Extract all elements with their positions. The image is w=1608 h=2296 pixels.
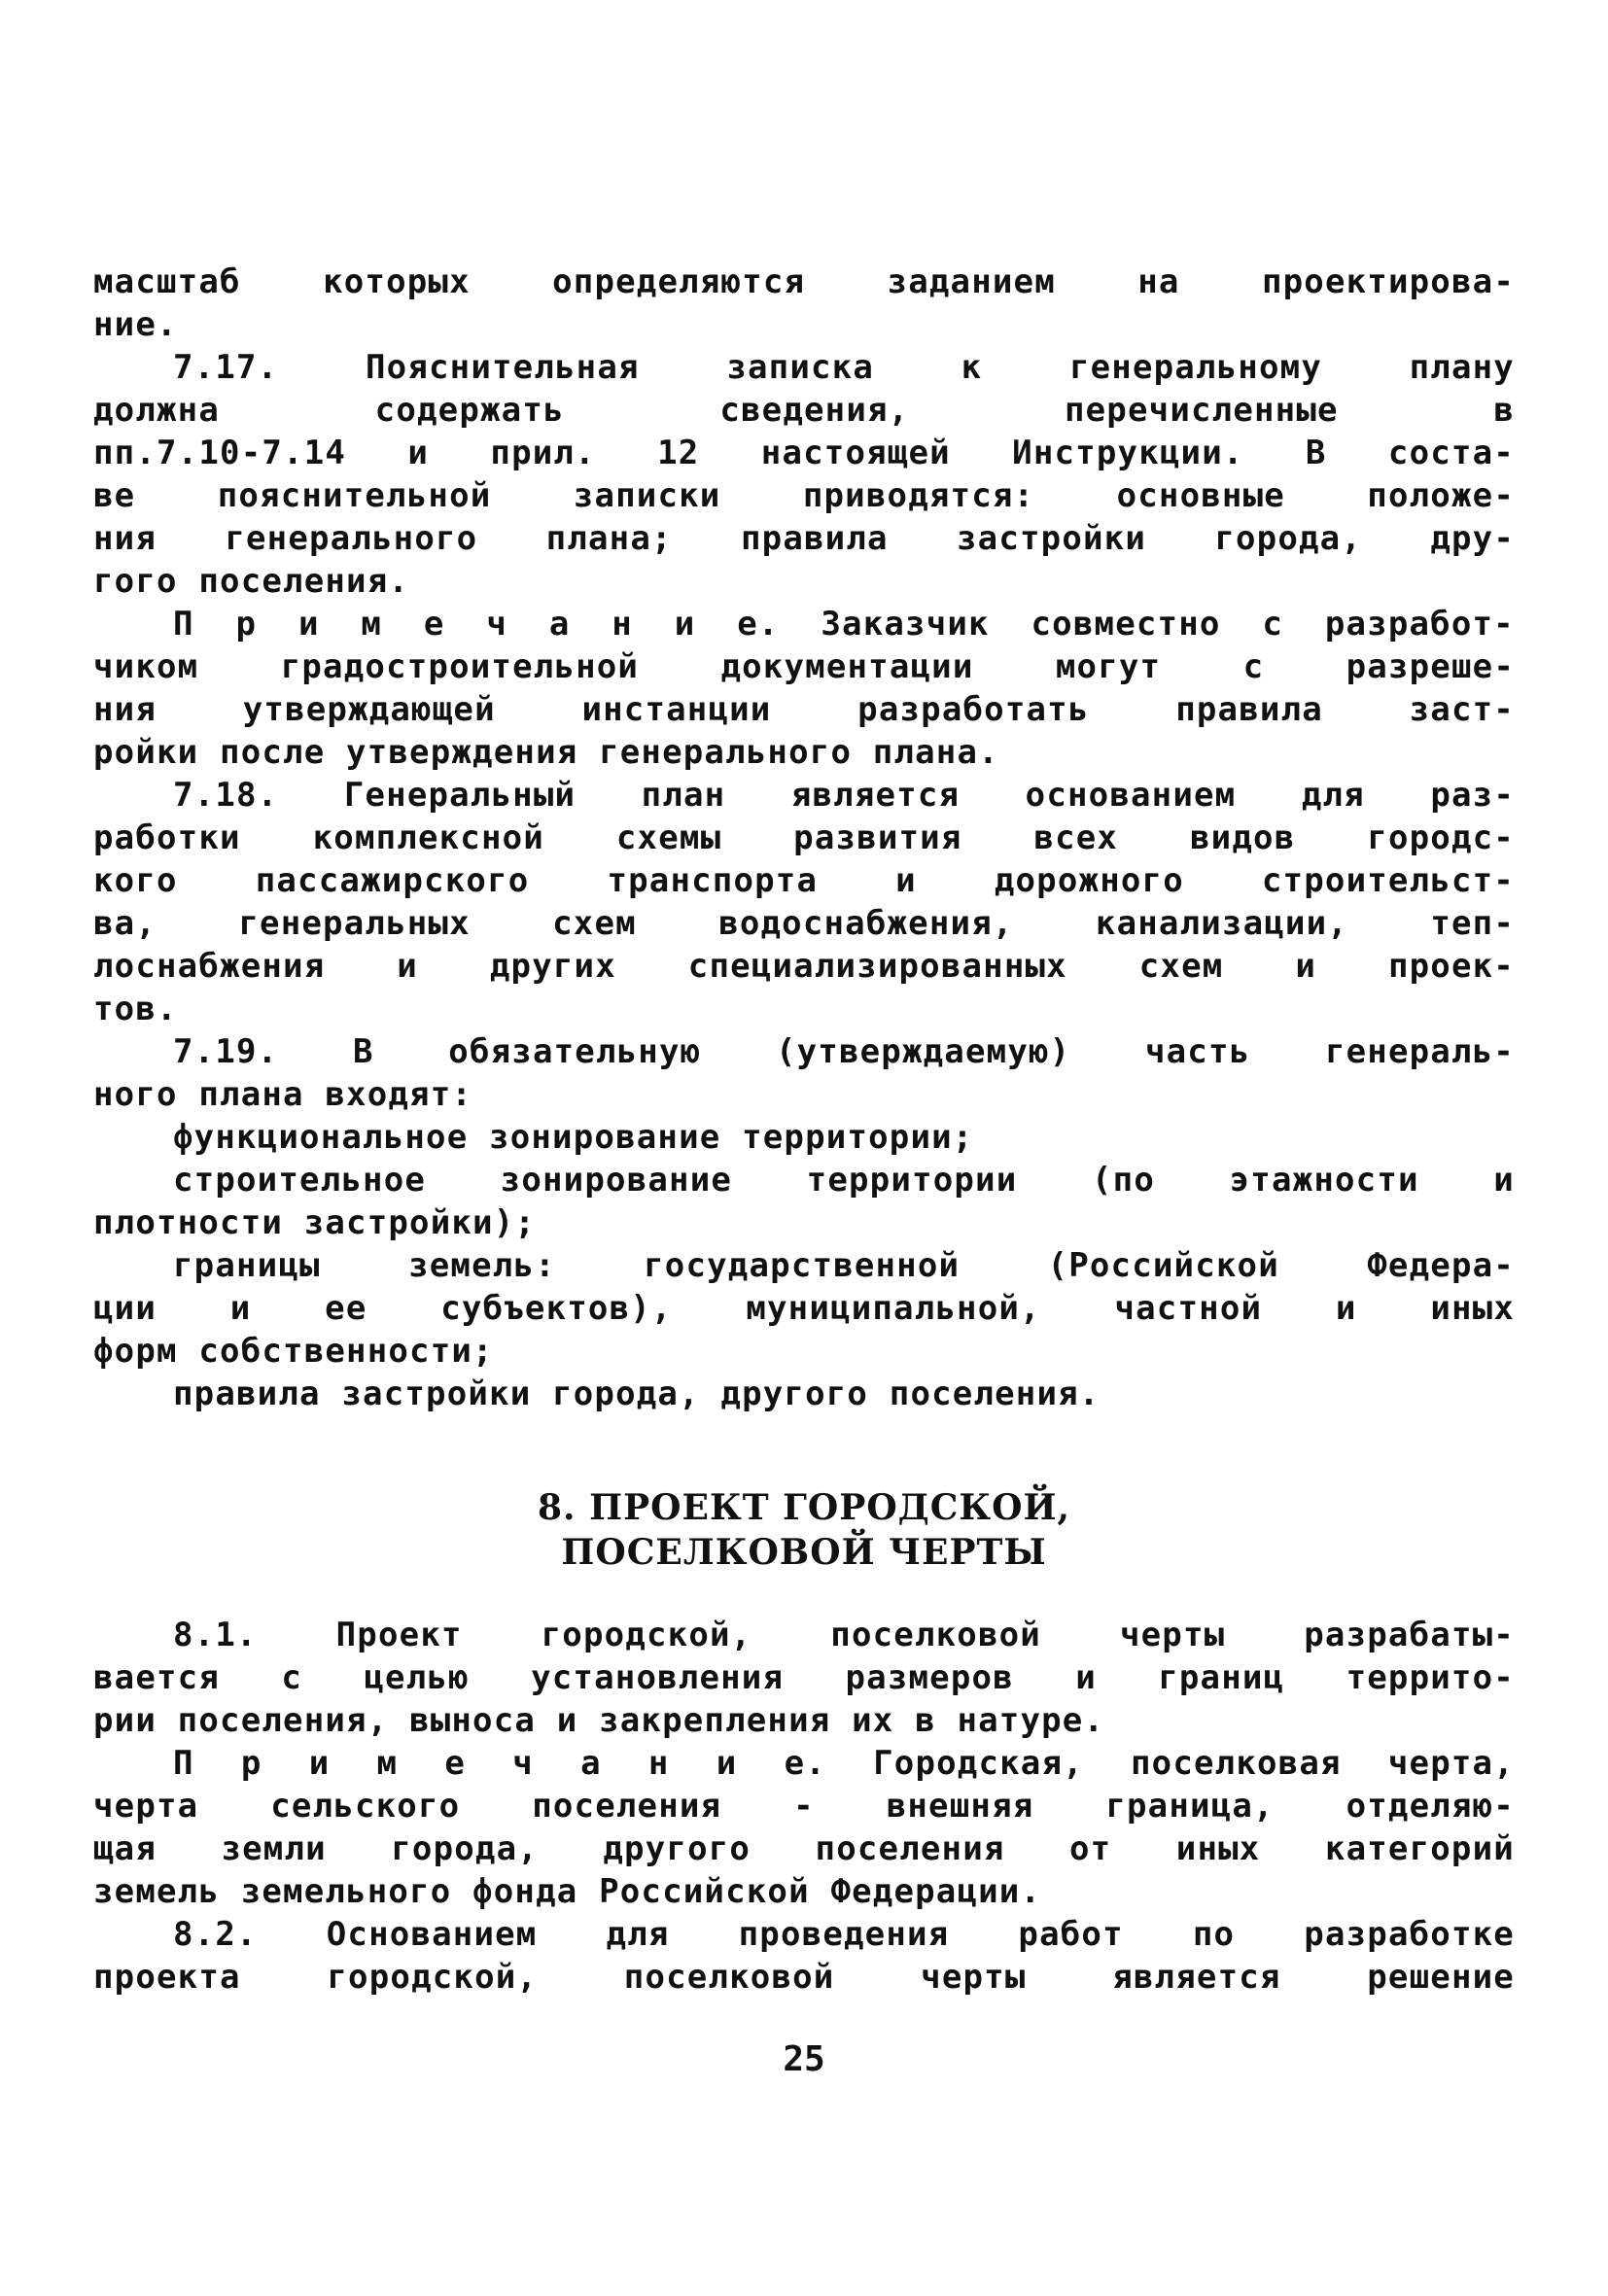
text-line: пп.7.10-7.14 и прил. 12 настоящей Инструкции. В соста- bbox=[93, 434, 1515, 472]
text-line: тов. bbox=[93, 990, 178, 1028]
text-line: работки комплексной схемы развития всех видов городс- bbox=[93, 818, 1515, 857]
text-line: черта сельского поселения - внешняя граница, отделяю- bbox=[93, 1787, 1515, 1826]
text-line: ва, генеральных схем водоснабжения, канализации, теп- bbox=[93, 904, 1515, 943]
section-heading-line-1: 8. ПРОЕКТ ГОРОДСКОЙ, bbox=[537, 1487, 1070, 1528]
section-heading-line-2: ПОСЕЛКОВОЙ ЧЕРТЫ bbox=[561, 1532, 1047, 1573]
text-line: должна содержать сведения, перечисленные в bbox=[93, 391, 1515, 430]
text-line: П р и м е ч а н и е. Заказчик совместно с разработ- bbox=[173, 605, 1515, 644]
text-line: рии поселения, выноса и закрепления их в натуре. bbox=[93, 1701, 1105, 1740]
text-line: плотности застройки); bbox=[93, 1203, 537, 1242]
text-line: ния генерального плана; правила застройки города, дру- bbox=[93, 519, 1515, 558]
text-line: 7.19. В обязательную (утверждаемую) часть генераль- bbox=[173, 1032, 1515, 1071]
text-line: 7.17. Пояснительная записка к генеральному плану bbox=[173, 348, 1515, 387]
text-line: масштаб которых определяются заданием на проектирова- bbox=[93, 262, 1515, 301]
text-line: 8.2. Основанием для проведения работ по разработке bbox=[173, 1915, 1515, 1954]
text-line: функциональное зонирование территории; bbox=[173, 1118, 974, 1157]
text-line: ройки после утверждения генерального плана. bbox=[93, 733, 999, 772]
text-line: П р и м е ч а н и е. Городская, поселковая черта, bbox=[173, 1744, 1515, 1783]
text-line: ве пояснительной записки приводятся: основные положе- bbox=[93, 476, 1515, 515]
text-line: ния утверждающей инстанции разработать правила заст- bbox=[93, 690, 1515, 729]
text-line: 8.1. Проект городской, поселковой черты разрабаты- bbox=[173, 1616, 1515, 1654]
text-line: ции и ее субъектов), муниципальной, частной и иных bbox=[93, 1289, 1515, 1328]
text-line: границы земель: государственной (Российской Федера- bbox=[173, 1246, 1515, 1285]
text-line: ного плана входят: bbox=[93, 1075, 473, 1114]
text-line: вается с целью установления размеров и границ террито- bbox=[93, 1658, 1515, 1697]
text-line: строительное зонирование территории (по этажности и bbox=[173, 1161, 1515, 1200]
text-line: проекта городской, поселковой черты является решение bbox=[93, 1958, 1515, 1997]
text-line: гого поселения. bbox=[93, 562, 410, 601]
text-line: щая земли города, другого поселения от иных категорий bbox=[93, 1829, 1515, 1868]
text-line: лоснабжения и других специализированных схем и проек- bbox=[93, 947, 1515, 986]
text-line: кого пассажирского транспорта и дорожного строительст- bbox=[93, 861, 1515, 900]
text-line: правила застройки города, другого поселения. bbox=[173, 1374, 1101, 1413]
page-number: 25 bbox=[783, 2039, 825, 2079]
body-text-section-8 bbox=[93, 1614, 1515, 1999]
body-text-section-7 bbox=[93, 261, 1515, 1415]
text-line: 7.18. Генеральный план является основанием для раз- bbox=[173, 776, 1515, 815]
text-line: ние. bbox=[93, 305, 178, 344]
text-line: земель земельного фонда Российской Федерации. bbox=[93, 1872, 1042, 1911]
text-line: форм собственности; bbox=[93, 1332, 494, 1371]
text-line: чиком градостроительной документации могут с разреше- bbox=[93, 647, 1515, 686]
